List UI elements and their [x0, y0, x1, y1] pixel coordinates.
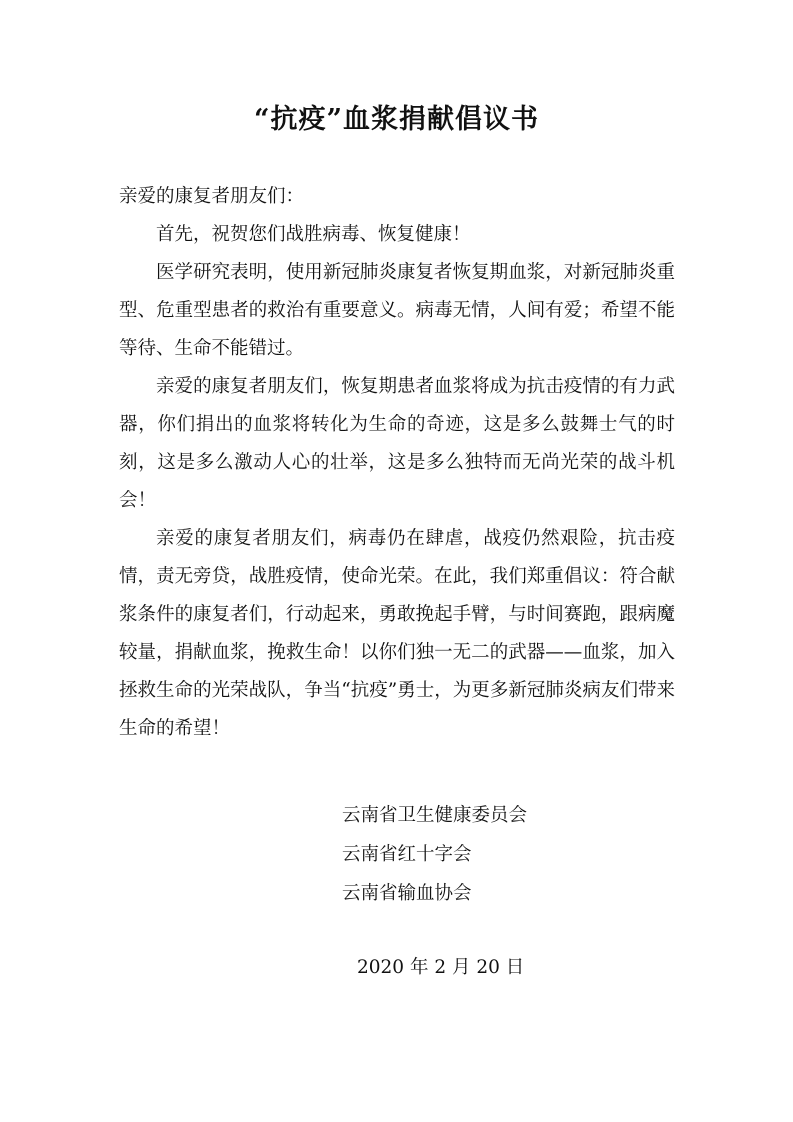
- letter-body: [119, 178, 675, 748]
- paragraph-research: 医学研究表明，使用新冠肺炎康复者恢复期血浆，对新冠肺炎重型、危重型患者的救治有重要意义。病毒无情，人间有爱；希望不能等待、生命不能错过。: [119, 262, 675, 359]
- paragraph-appeal: 亲爱的康复者朋友们，病毒仍在肆虐，战疫仍然艰险，抗击疫情，责无旁贷，战胜疫情，使命光荣。在此，我们郑重倡议：符合献浆条件的康复者们，行动起来，勇敢挽起手臂，与时间赛跑，跟病魔较量，捐献血浆，挽救生命！以你们独一无二的武器——血浆，加入拯救生命的光荣战队，争当“抗疫”勇士，为更多新冠肺炎病友们带来生命的希望！: [119, 528, 675, 739]
- signer-red-cross: 云南省红十字会: [342, 844, 472, 865]
- paragraph-congratulations: 首先，祝贺您们战胜病毒、恢复健康！: [156, 224, 471, 245]
- salutation: 亲爱的康复者朋友们：: [119, 186, 305, 207]
- document-date: 2020 年 2 月 20 日: [357, 957, 525, 978]
- paragraph-weapon: 亲爱的康复者朋友们，恢复期患者血浆将成为抗击疫情的有力武器，你们捐出的血浆将转化为生命的奇迹，这是多么鼓舞士气的时刻，这是多么激动人心的壮举，这是多么独特而无尚光荣的战斗机会！: [119, 376, 675, 511]
- signer-transfusion-association: 云南省输血协会: [342, 883, 472, 904]
- signer-health-commission: 云南省卫生健康委员会: [342, 805, 528, 826]
- document-title: “抗疫”血浆捐献倡议书: [253, 104, 540, 135]
- signers-block: [342, 796, 527, 913]
